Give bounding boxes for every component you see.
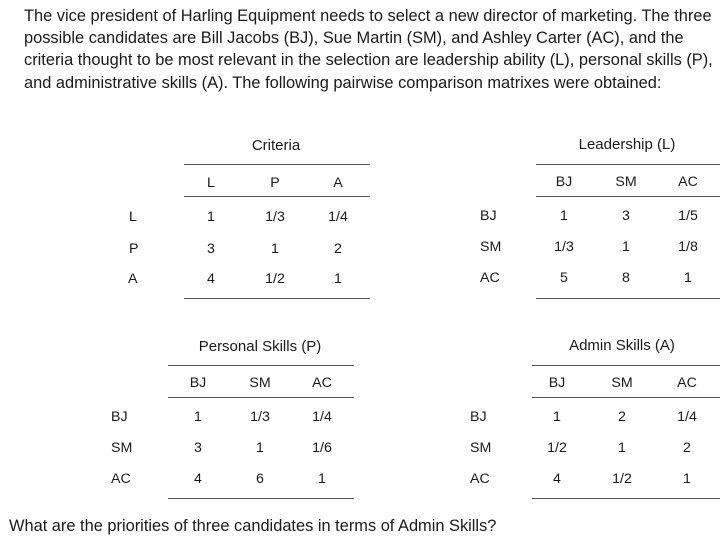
row-label: L — [129, 209, 137, 225]
matrix-cell: 1 — [256, 440, 264, 456]
matrix-cell: 1 — [622, 239, 630, 255]
question-text: What are the priorities of three candidates in terms of Admin Skills? — [9, 517, 497, 535]
matrix-cell: 1 — [553, 409, 561, 425]
divider-line — [536, 164, 720, 165]
matrix-cell: 1 — [618, 440, 626, 456]
matrix-title: Personal Skills (P) — [198, 338, 322, 355]
row-label: BJ — [111, 409, 128, 425]
divider-line — [184, 298, 370, 299]
row-label: BJ — [470, 409, 487, 425]
matrix-cell: 1/4 — [328, 209, 348, 225]
column-header: A — [333, 175, 343, 191]
matrix-cell: 3 — [207, 241, 215, 257]
divider-line — [532, 365, 720, 366]
divider-line — [168, 365, 354, 366]
matrix-cell: 1/5 — [678, 208, 698, 224]
column-header: SM — [249, 375, 271, 391]
matrix-cell: 1 — [560, 208, 568, 224]
problem-statement: The vice president of Harling Equipment needs to select a new director of marketing. The three possible candidates are Bill Jacobs (BJ), Sue Martin (SM), and Ashley Carter (AC), and the criteria thought to be most relevant in the selection are leadership ability (L), personal skills (P), and administrative skills (A). The following pairwise comparison matrixes were obtained: — [24, 7, 713, 92]
matrix-cell: 8 — [622, 270, 630, 286]
matrix-cell: 6 — [256, 471, 264, 487]
matrix-cell: 1/3 — [250, 409, 270, 425]
divider-line — [536, 196, 720, 197]
column-header: AC — [677, 375, 697, 391]
column-header: SM — [615, 174, 637, 190]
matrix-cell: 3 — [194, 440, 202, 456]
matrix-title: Criteria — [251, 137, 301, 154]
divider-line — [532, 397, 720, 398]
matrix-cell: 1/3 — [265, 209, 285, 225]
matrix-cell: 4 — [207, 271, 215, 287]
matrix-cell: 4 — [194, 471, 202, 487]
divider-line — [184, 196, 370, 197]
matrix-cell: 3 — [622, 208, 630, 224]
column-header: BJ — [189, 375, 207, 391]
matrix-cell: 1/2 — [612, 471, 632, 487]
row-label: BJ — [480, 208, 497, 224]
matrix-cell: 1 — [271, 241, 279, 257]
matrix-cell: 1 — [334, 271, 342, 287]
matrix-cell: 1/3 — [554, 239, 574, 255]
matrix-cell: 4 — [553, 471, 561, 487]
matrix-title: Leadership (L) — [578, 136, 676, 153]
matrix-cell: 1 — [318, 471, 326, 487]
row-label: AC — [480, 270, 500, 286]
column-header: P — [270, 175, 280, 191]
row-label: SM — [480, 239, 502, 255]
matrix-cell: 1 — [683, 471, 691, 487]
matrix-cell: 5 — [560, 270, 568, 286]
row-label: P — [129, 241, 139, 257]
divider-line — [168, 498, 354, 499]
matrix-cell: 1 — [207, 209, 215, 225]
matrix-cell: 1 — [684, 270, 692, 286]
column-header: BJ — [555, 174, 573, 190]
divider-line — [184, 164, 370, 165]
matrix-cell: 1/6 — [312, 440, 332, 456]
divider-line — [168, 397, 354, 398]
column-header: AC — [678, 174, 698, 190]
matrix-title: Admin Skills (A) — [569, 337, 675, 354]
row-label: AC — [111, 471, 131, 487]
matrix-cell: 1/8 — [678, 239, 698, 255]
divider-line — [532, 498, 720, 499]
column-header: SM — [611, 375, 633, 391]
matrix-cell: 2 — [683, 440, 691, 456]
matrix-cell: 1/4 — [677, 409, 697, 425]
row-label: AC — [470, 471, 490, 487]
matrix-cell: 1/2 — [547, 440, 567, 456]
matrix-cell: 2 — [334, 241, 342, 257]
divider-line — [536, 298, 720, 299]
matrix-cell: 1/4 — [312, 409, 332, 425]
row-label: SM — [111, 440, 133, 456]
matrix-cell: 1 — [194, 409, 202, 425]
matrix-cell: 2 — [618, 409, 626, 425]
column-header: BJ — [548, 375, 566, 391]
matrix-cell: 1/2 — [265, 271, 285, 287]
row-label: SM — [470, 440, 492, 456]
column-header: AC — [312, 375, 332, 391]
row-label: A — [128, 271, 138, 287]
column-header: L — [207, 175, 215, 191]
